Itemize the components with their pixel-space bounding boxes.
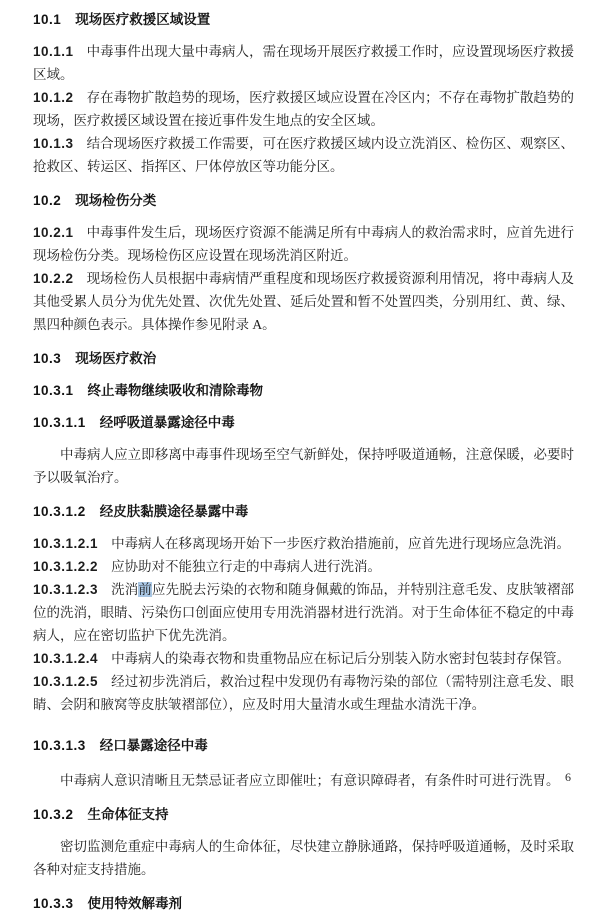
heading-title: 生命体征支持 [87,807,169,822]
clause-10-3-1-2-4 [33,647,574,670]
clause-10-3-1-2-2 [33,555,574,578]
heading-10-3-2 [33,805,574,824]
clause-text: 中毒病人的染毒衣物和贵重物品应在标记后分别装入防水密封包装封存保管。 [111,651,571,666]
clause-text-after-selection: 应先脱去污染的衣物和随身佩戴的饰品，并特别注意毛发、皮肤皱褶部位的洗消，眼睛、污染伤口创面应使用专用洗消器材进行洗消。对于生命体征不稳定的中毒病人，应在密切监护下优先洗消。 [33,582,575,643]
heading-number: 10.3.1.3 [33,738,86,753]
clause-10-1-3 [33,132,574,178]
clause-10-2-1 [33,221,574,267]
heading-title: 现场医疗救援区域设置 [75,12,211,27]
heading-title: 经呼吸道暴露途径中毒 [99,415,235,430]
heading-10-2 [33,191,574,210]
heading-number: 10.2 [33,193,62,208]
clause-text: 经过初步洗消后，救治过程中发现仍有毒物污染的部位（需特别注意毛发、眼睛、会阴和腋窝等皮肤皱褶部位），应及时用大量清水或生理盐水清洗干净。 [33,674,574,712]
heading-10-3-1 [33,381,574,400]
clause-number: 10.2.1 [33,225,74,240]
clause-text: 结合现场医疗救援工作需要，可在医疗救援区域内设立洗消区、检伤区、观察区、抢救区、转运区、指挥区、尸体停放区等功能分区。 [33,136,574,174]
clause-text: 中毒事件出现大量中毒病人，需在现场开展医疗救援工作时，应设置现场医疗救援区域。 [33,44,574,82]
heading-title: 现场检伤分类 [75,193,157,208]
heading-number: 10.1 [33,12,62,27]
paragraph-respiratory-exposure: 中毒病人应立即移离中毒事件现场至空气新鲜处，保持呼吸道通畅，注意保暖，必要时予以吸氧治疗。 [33,447,574,485]
heading-number: 10.3.1.1 [33,415,86,430]
clause-number: 10.3.1.2.4 [33,651,99,666]
clause-text: 存在毒物扩散趋势的现场，医疗救援区域应设置在冷区内；不存在毒物扩散趋势的现场，医疗救援区域设置在接近事件发生地点的安全区域。 [33,90,574,128]
clause-text-before-selection: 洗消 [111,582,139,597]
heading-title: 经皮肤黏膜途径暴露中毒 [99,504,249,519]
heading-10-3-3 [33,894,574,913]
clause-number: 10.3.1.2.2 [33,559,99,574]
heading-10-3-1-2 [33,502,574,521]
clause-text: 中毒事件发生后，现场医疗资源不能满足所有中毒病人的救治需求时，应首先进行现场检伤分类。现场检伤区应设置在现场洗消区附近。 [33,225,574,263]
clause-10-2-2 [33,267,574,336]
paragraph-vital-signs-support: 密切监测危重症中毒病人的生命体征，尽快建立静脉通路，保持呼吸道通畅，及时采取各种对症支持措施。 [33,839,574,877]
clause-number: 10.3.1.2.5 [33,674,99,689]
clause-10-1-1 [33,40,574,86]
page-number: 6 [565,770,571,784]
heading-number: 10.3 [33,351,62,366]
clause-number: 10.3.1.2.3 [33,582,99,597]
selection-highlight: 前 [138,582,153,597]
heading-10-3 [33,349,574,368]
heading-title: 现场医疗救治 [75,351,157,366]
clause-text: 应协助对不能独立行走的中毒病人进行洗消。 [111,559,382,574]
clause-number: 10.3.1.2.1 [33,536,99,551]
clause-10-3-1-2-5 [33,670,574,716]
heading-title: 使用特效解毒剂 [87,896,183,911]
heading-number: 10.3.1.2 [33,504,86,519]
heading-10-3-1-3 [33,736,574,755]
clause-10-1-2 [33,86,574,132]
clause-text: 中毒病人在移离现场开始下一步医疗救治措施前，应首先进行现场应急洗消。 [111,536,571,551]
clause-number: 10.1.3 [33,136,74,151]
paragraph-oral-exposure: 中毒病人意识清晰且无禁忌证者应立即催吐；有意识障碍者，有条件时可进行洗胃。 [60,773,560,788]
clause-10-3-1-2-1 [33,532,574,555]
heading-title: 经口暴露途径中毒 [99,738,208,753]
heading-10-1 [33,10,574,29]
clause-text: 现场检伤人员根据中毒病情严重程度和现场医疗救援资源利用情况，将中毒病人及其他受累人员分为优先处置、次优先处置、延后处置和暂不处置四类，分别用红、黄、绿、黑四种颜色表示。具体操作参见附录 A。 [33,271,574,332]
heading-10-3-1-1 [33,413,574,432]
clause-number: 10.1.1 [33,44,74,59]
clause-number: 10.1.2 [33,90,74,105]
clause-number: 10.2.2 [33,271,74,286]
heading-number: 10.3.3 [33,896,74,911]
heading-number: 10.3.1 [33,383,74,398]
heading-number: 10.3.2 [33,807,74,822]
heading-title: 终止毒物继续吸收和清除毒物 [87,383,264,398]
clause-10-3-1-2-3 [33,578,574,647]
